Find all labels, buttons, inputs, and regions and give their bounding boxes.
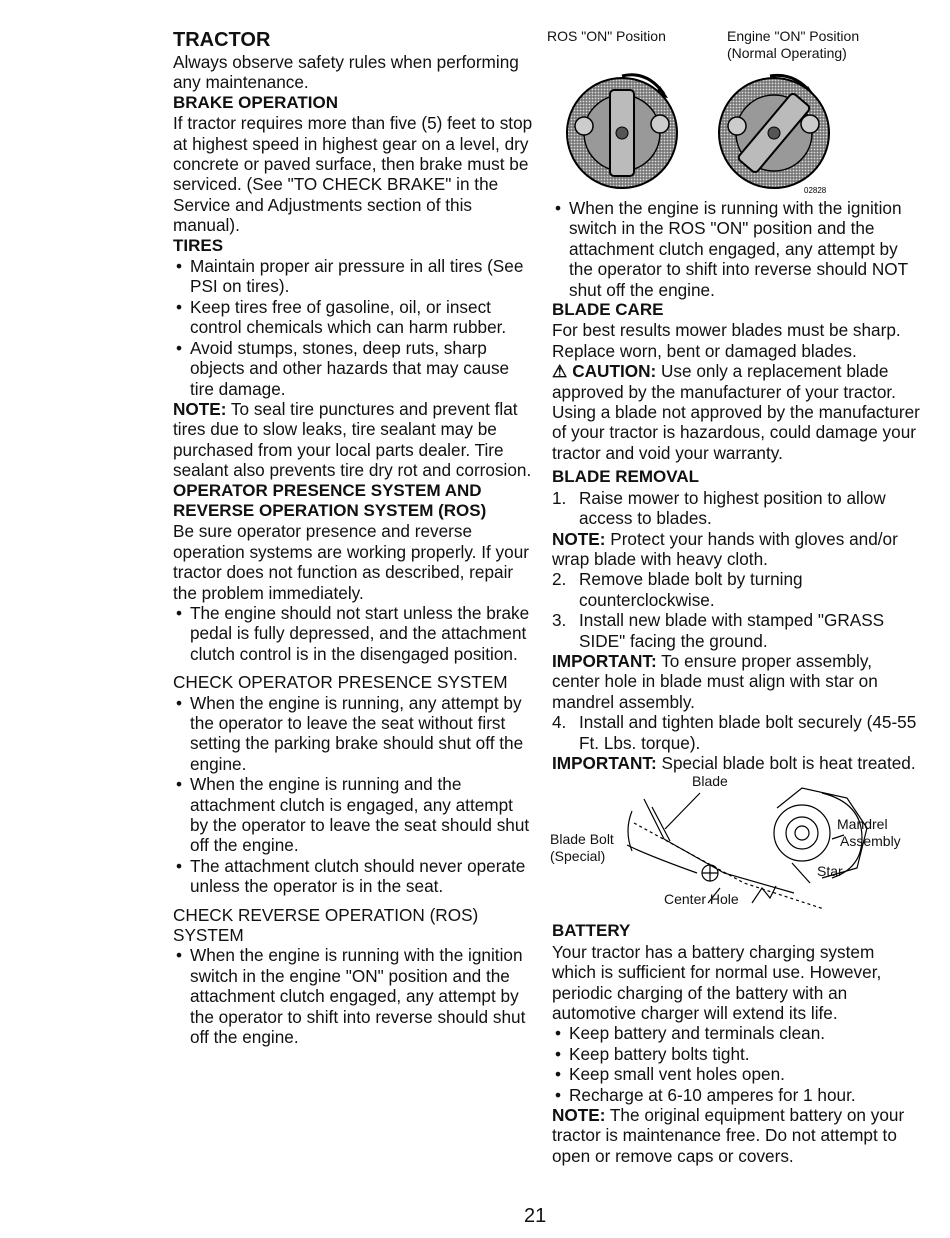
step-item: 2. Remove blade bolt by turning counterclockwise.	[552, 569, 803, 610]
tires-list	[173, 256, 533, 399]
blade-removal-heading: BLADE REMOVAL	[552, 467, 700, 487]
list-item: • Keep battery and terminals clean.	[555, 1023, 826, 1044]
ignition-switch-figure	[547, 28, 922, 198]
engine-on-label: Engine "ON" Position	[727, 28, 860, 44]
list-item: • Keep tires free of gasoline, oil, or insect control chemicals which can harm rubber.	[176, 296, 507, 338]
blade-care-heading: BLADE CARE	[552, 300, 664, 320]
list-item: • The attachment clutch should never operate unless the operator is in the seat.	[176, 855, 526, 897]
check-ops-list	[173, 693, 533, 897]
list-item: • The engine should not start unless the brake pedal is fully depressed, and the attachment clutch control is in the disengaged position.	[176, 602, 530, 664]
list-item: • Avoid stumps, stones, deep ruts, sharp objects and other hazards that may cause tire damage.	[176, 337, 510, 399]
list-item: • When the engine is running with the ignition switch in the engine "ON" position and the attachment clutch engaged, any attempt by the operator to shift into reverse should shut off the engine.	[176, 945, 526, 1048]
caution-text: ⚠ CAUTION: Use only a replacement blade approved by the manufacturer of your tractor. Using a blade not approved by the manufacturer of your tractor is hazardous, could damage your tractor and void your warranty.	[552, 361, 920, 463]
left-column	[173, 28, 533, 1048]
engine-switch-icon	[719, 75, 829, 188]
assembly-label: Assembly	[840, 833, 901, 850]
switch-drawing	[552, 28, 922, 198]
brake-heading: BRAKE OPERATION	[173, 92, 338, 112]
blade-bolt-label: Blade Bolt	[550, 831, 614, 848]
section-title: TRACTOR	[173, 29, 271, 51]
tires-heading: TIRES	[173, 235, 224, 255]
check-ops-heading: CHECK OPERATOR PRESENCE SYSTEM	[173, 672, 508, 693]
blade-care-text: For best results mower blades must be sharp. Replace worn, bent or damaged blades.	[552, 320, 901, 361]
ros-switch-icon	[567, 75, 677, 188]
battery-note: NOTE: The original equipment battery on your tractor is maintenance free. Do not attempt to open or remove caps or covers.	[552, 1105, 905, 1166]
list-item: • When the engine is running, any attempt by the operator to leave the seat without first setting the parking brake should shut off the engine.	[176, 692, 524, 774]
check-ros-heading: CHECK REVERSE OPERATION (ROS) SYSTEM	[173, 904, 479, 946]
ops-heading: OPERATOR PRESENCE SYSTEM AND REVERSE OPERATION SYSTEM (ROS)	[173, 480, 487, 520]
engine-on-sublabel: (Normal Operating)	[727, 45, 847, 61]
star-label: Star	[817, 863, 843, 880]
battery-list	[552, 1023, 922, 1105]
mandrel-label: Mandrel	[837, 816, 888, 833]
fig-code: 02828	[804, 186, 827, 195]
intro-text: Always observe safety rules when performing any maintenance.	[173, 52, 519, 93]
list-item: • When the engine is running with the ignition switch in the ROS "ON" position and the attachment clutch engaged, any attempt by the operator to shift into reverse should NOT shut off the engine.	[555, 198, 908, 300]
list-item: • Maintain proper air pressure in all tires (See PSI on tires).	[176, 256, 524, 297]
ros-on-label: ROS "ON" Position	[547, 28, 666, 44]
list-item: • Keep small vent holes open.	[555, 1064, 785, 1085]
blade-label: Blade	[692, 773, 728, 790]
center-hole-label: Center Hole	[664, 891, 739, 908]
battery-text: Your tractor has a battery charging system which is sufficient for normal use. However, periodic charging of the battery with an automotive charger will extend its life.	[552, 941, 882, 1023]
important-note-1: IMPORTANT: To ensure proper assembly, center hole in blade must align with star on mandrel assembly.	[552, 650, 878, 712]
step-item: 4. Install and tighten blade bolt securely (45-55 Ft. Lbs. torque).	[552, 712, 917, 753]
list-item: • Keep battery bolts tight.	[555, 1043, 750, 1064]
right-column	[547, 28, 922, 1166]
list-item: • When the engine is running and the attachment clutch is engaged, any attempt by the operator to leave the seat should shut off the engine.	[176, 774, 530, 856]
step-item: 1. Raise mower to highest position to allow access to blades.	[552, 487, 886, 529]
warning-triangle-icon: ⚠	[552, 361, 568, 382]
blade-assembly-figure	[552, 773, 922, 921]
special-label: (Special)	[550, 848, 606, 865]
ops-text: Be sure operator presence and reverse operation systems are working properly. If your tractor does not function as described, repair the problem immediately.	[173, 521, 529, 603]
battery-heading: BATTERY	[552, 921, 631, 941]
list-item: • Recharge at 6-10 amperes for 1 hour.	[555, 1084, 856, 1105]
page-number: 21	[524, 1205, 547, 1227]
tire-note: NOTE: To seal tire punctures and prevent flat tires due to slow leaks, tire sealant may be purchased from your local parts dealer. Tire sealant also prevents tire dry rot and corrosion.	[173, 398, 532, 481]
brake-text: If tractor requires more than five (5) feet to stop at highest speed in highest gear on a level, dry concrete or paved surface, then brake must be serviced. (See "TO CHECK BRAKE" in the Service and Adjustments section of this manual).	[173, 113, 533, 236]
important-note-2: IMPORTANT: Special blade bolt is heat treated.	[552, 752, 916, 773]
step-item: 3. Install new blade with stamped "GRASS SIDE" facing the ground.	[552, 610, 885, 651]
removal-note: NOTE: Protect your hands with gloves and/or wrap blade with heavy cloth.	[552, 528, 898, 569]
